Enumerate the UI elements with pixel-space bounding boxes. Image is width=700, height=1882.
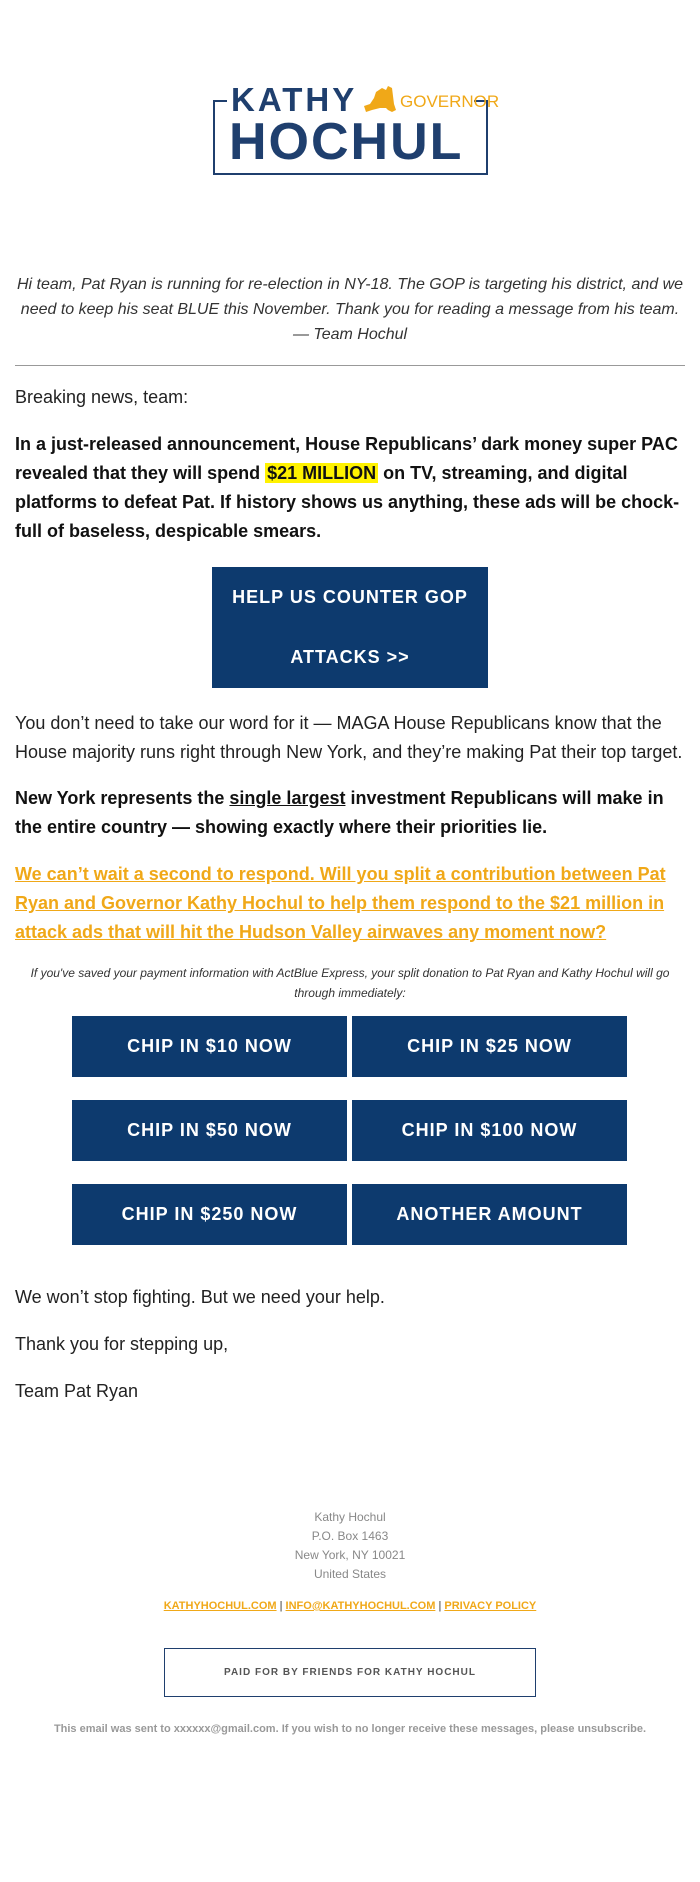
link-separator: | <box>279 1600 283 1612</box>
new-york-state-icon <box>360 84 400 116</box>
cta-line-1: HELP US COUNTER GOP <box>232 587 468 607</box>
donate-10-button[interactable]: CHIP IN $10 NOW <box>72 1016 347 1077</box>
cta-line-2: ATTACKS >> <box>290 647 410 667</box>
closing-fighting: We won’t stop fighting. But we need your help. <box>15 1287 385 1307</box>
investment-text-b: investment Republicans will make in the entire country — showing exactly where their priorities lie. <box>15 788 664 837</box>
donate-25-button[interactable]: CHIP IN $25 NOW <box>352 1016 627 1077</box>
footer-links <box>100 1600 600 1612</box>
intro-note: Hi team, Pat Ryan is running for re-election in NY-18. The GOP is targeting his district, and we need to keep his seat BLUE this November. Thank you for reading a message from his team. — Team Hochul <box>16 276 684 343</box>
donate-250-button[interactable]: CHIP IN $250 NOW <box>72 1184 347 1245</box>
donate-50-button[interactable]: CHIP IN $50 NOW <box>72 1100 347 1161</box>
split-contribution-link-wrap <box>15 860 687 947</box>
unsubscribe-notice[interactable]: This email was sent to xxxxxx@gmail.com. If you wish to no longer receive these messages, please unsubscribe. <box>53 1723 647 1735</box>
investment-underline: single largest <box>229 788 346 808</box>
footer-pobox: P.O. Box 1463 <box>311 1529 389 1543</box>
divider <box>15 365 685 366</box>
link-separator: | <box>438 1600 442 1612</box>
donate-other-amount-button[interactable]: ANOTHER AMOUNT <box>352 1184 627 1245</box>
signature: Team Pat Ryan <box>15 1381 139 1401</box>
announcement-text-b: on TV, streaming, and digital platforms to defeat Pat. If history shows us anything, these ads will be chock-full of baseless, despicable smears. <box>15 463 680 541</box>
logo-kathy: KATHY <box>231 81 358 118</box>
paid-for-disclaimer: PAID FOR BY FRIENDS FOR KATHY HOCHUL <box>164 1648 536 1697</box>
logo-frame-bottom <box>213 173 488 175</box>
privacy-policy-link[interactable]: PRIVACY POLICY <box>444 1600 537 1612</box>
investment-text-a: New York represents the <box>15 788 230 808</box>
logo-hochul: HOCHUL <box>229 113 464 171</box>
split-contribution-link[interactable]: We can’t wait a second to respond. Will you split a contribution between Pat Ryan and Governor Kathy Hochul to help them respond to the $21 million in attack ads that will hit the Hudson Valley airwaves any moment now? <box>15 864 666 942</box>
footer-address <box>200 1508 500 1584</box>
announcement-text-a: In a just-released announcement, House Republicans’ dark money super PAC revealed that they will spend <box>15 434 678 483</box>
logo-frame-left-side <box>213 100 215 175</box>
footer-city: New York, NY 10021 <box>294 1548 406 1562</box>
kathy-hochul-logo <box>213 81 500 175</box>
highlight-amount: $21 MILLION <box>267 463 377 483</box>
website-link[interactable]: KATHYHOCHUL.COM <box>163 1600 277 1612</box>
logo-frame-left-top <box>213 100 227 102</box>
paragraph-maga: You don’t need to take our word for it — MAGA House Republicans know that the House majority runs right through New York, and they’re making Pat their top target. <box>15 713 683 762</box>
greeting: Breaking news, team: <box>15 387 189 407</box>
email-link[interactable]: INFO@KATHYHOCHUL.COM <box>285 1600 436 1612</box>
footer-country: United States <box>313 1567 387 1581</box>
actblue-express-note: If you've saved your payment information with ActBlue Express, your split donation to Pat Ryan and Kathy Hochul will go through immediately: <box>30 966 670 1000</box>
paragraph-investment <box>15 784 687 842</box>
paragraph-announcement <box>15 430 687 546</box>
closing-thanks: Thank you for stepping up, <box>15 1334 229 1354</box>
logo-governor: GOVERNOR <box>400 92 500 111</box>
footer-name: Kathy Hochul <box>314 1510 386 1524</box>
donate-100-button[interactable]: CHIP IN $100 NOW <box>352 1100 627 1161</box>
counter-attacks-button[interactable] <box>212 567 488 688</box>
